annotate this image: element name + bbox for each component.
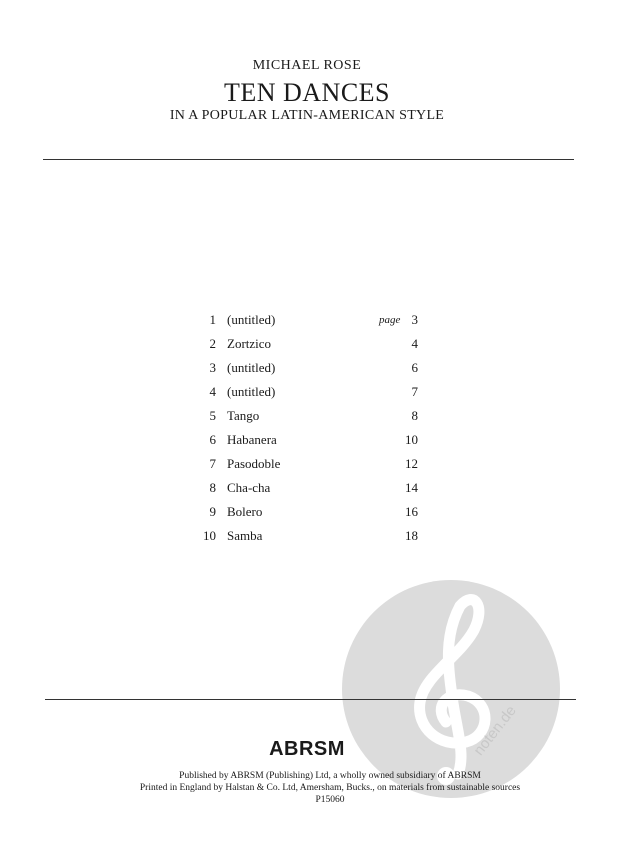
toc-item-title: (untitled) xyxy=(227,384,276,399)
treble-clef-icon xyxy=(340,578,562,800)
toc-item xyxy=(196,503,426,527)
toc-item-number: 3 xyxy=(209,360,216,375)
toc-item xyxy=(196,455,426,479)
toc-item-page: 18 xyxy=(405,528,418,543)
toc-item-number: 9 xyxy=(209,504,216,519)
table-of-contents xyxy=(196,311,426,551)
page-subtitle: IN A POPULAR LATIN-AMERICAN STYLE xyxy=(169,108,445,123)
imprint-publisher: Published by ABRSM (Publishing) Ltd, a wholly owned subsidiary of ABRSM xyxy=(179,771,481,781)
toc-item xyxy=(196,479,426,503)
toc-item xyxy=(196,311,426,335)
toc-item-title: Cha-cha xyxy=(227,480,271,495)
toc-item-number: 1 xyxy=(209,312,216,327)
toc-item-number: 10 xyxy=(203,528,216,543)
toc-item-page: 6 xyxy=(411,360,418,375)
toc-item-number: 5 xyxy=(209,408,216,423)
toc-item xyxy=(196,431,426,455)
toc-item xyxy=(196,335,426,359)
catalogue-number: P15060 xyxy=(315,795,345,805)
bottom-divider xyxy=(45,699,576,700)
toc-item-title: Samba xyxy=(227,528,263,543)
toc-item-number: 4 xyxy=(209,384,216,399)
toc-item-title: Tango xyxy=(227,408,260,423)
toc-item xyxy=(196,407,426,431)
toc-item-title: (untitled) xyxy=(227,360,276,375)
toc-item-page: 12 xyxy=(405,456,418,471)
toc-item-page: 8 xyxy=(411,408,418,423)
toc-item-number: 7 xyxy=(209,456,216,471)
toc-page-label: page xyxy=(379,314,401,326)
toc-item-page: 10 xyxy=(405,432,418,447)
toc-item-title: Zortzico xyxy=(227,336,272,351)
page-title: TEN DANCES xyxy=(223,78,391,107)
toc-item-page: 16 xyxy=(405,504,418,519)
top-divider xyxy=(43,159,574,160)
composer-name: MICHAEL ROSE xyxy=(252,58,362,73)
toc-item xyxy=(196,359,426,383)
toc-item-page: 4 xyxy=(411,336,418,351)
toc-item-number: 6 xyxy=(209,432,216,447)
toc-item-title: Habanera xyxy=(227,432,277,447)
toc-item-title: Bolero xyxy=(227,504,263,519)
toc-item-title: Pasodoble xyxy=(227,456,281,471)
toc-item-number: 2 xyxy=(209,336,216,351)
toc-item-number: 8 xyxy=(209,480,216,495)
publisher-logo: ABRSM xyxy=(269,738,345,760)
toc-item xyxy=(196,527,426,551)
toc-item xyxy=(196,383,426,407)
toc-item-page: 7 xyxy=(411,384,418,399)
toc-item-page: 3 xyxy=(411,312,418,327)
toc-item-page: 14 xyxy=(405,480,418,495)
toc-item-title: (untitled) xyxy=(227,312,276,327)
watermark-text: noten.de xyxy=(470,702,520,759)
imprint-printer: Printed in England by Halstan & Co. Ltd, Amersham, Bucks., on materials from sustainable sources xyxy=(139,783,521,793)
